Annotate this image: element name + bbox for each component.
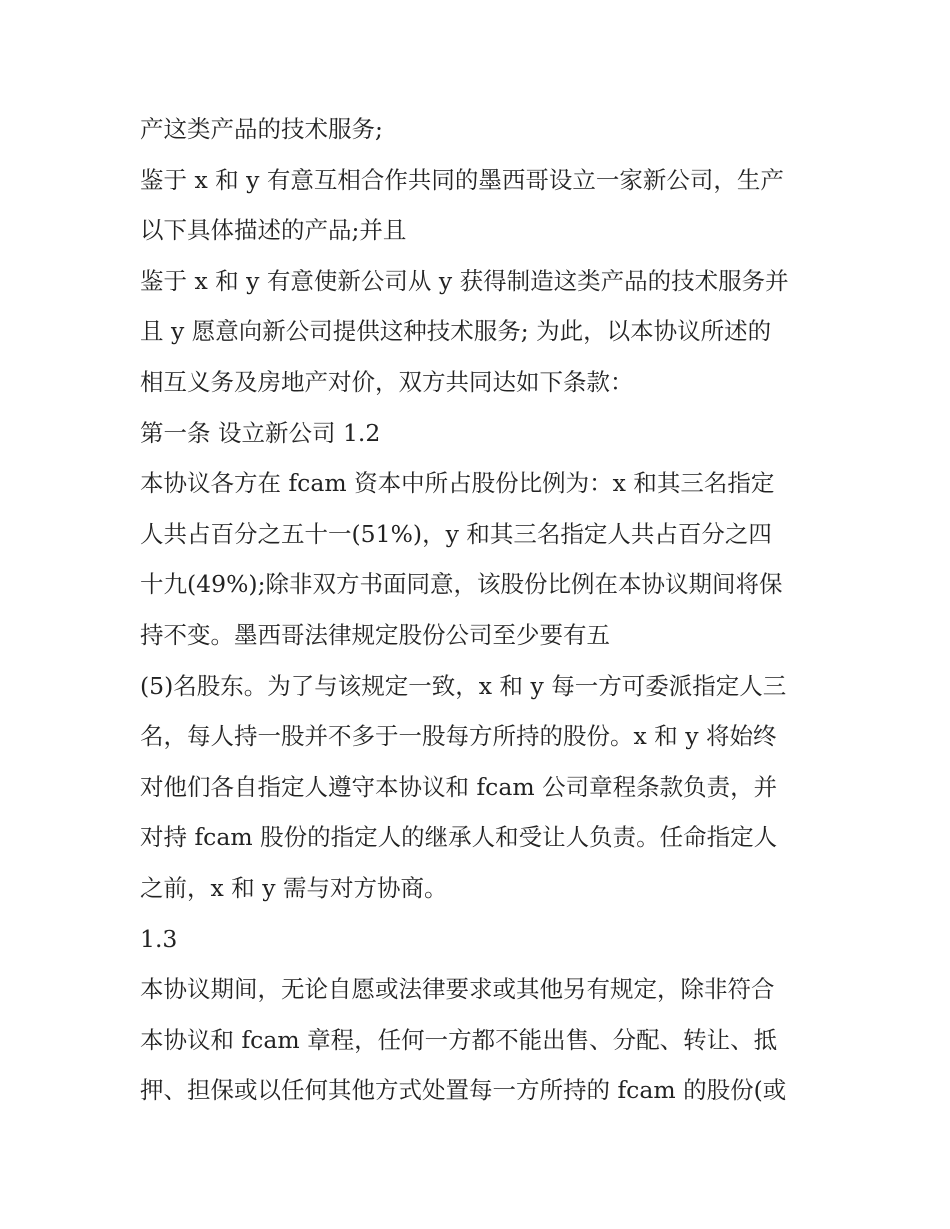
text-line: 对他们各自指定人遵守本协议和 fcam 公司章程条款负责，并 — [140, 772, 778, 801]
section-heading: 第一条 设立新公司 1.2 — [140, 418, 381, 447]
text-line: 鉴于 x 和 y 有意互相合作共同的墨西哥设立一家新公司，生产 — [140, 165, 784, 194]
text-line: 人共占百分之五十一(51%)，y 和其三名指定人共占百分之四 — [140, 519, 772, 548]
text-line: 押、担保或以任何其他方式处置每一方所持的 fcam 的股份(或 — [140, 1076, 787, 1105]
text-line: 对持 fcam 股份的指定人的继承人和受让人负责。任命指定人 — [140, 823, 778, 852]
text-line: 名，每人持一股并不多于一股每方所持的股份。x 和 y 将始终 — [140, 722, 777, 751]
document-body — [140, 104, 820, 1116]
text-line: 鉴于 x 和 y 有意使新公司从 y 获得制造这类产品的技术服务并 — [140, 266, 789, 295]
text-line: 持不变。墨西哥法律规定股份公司至少要有五 — [140, 620, 610, 649]
text-line: 产这类产品的技术服务; — [140, 115, 383, 143]
text-line: 本协议各方在 fcam 资本中所占股份比例为：x 和其三名指定 — [140, 469, 775, 498]
text-line: (5)名股东。为了与该规定一致，x 和 y 每一方可委派指定人三 — [140, 671, 787, 700]
text-line: 以下具体描述的产品;并且 — [140, 216, 407, 245]
text-line: 十九(49%);除非双方书面同意，该股份比例在本协议期间将保 — [140, 570, 783, 599]
clause-number: 1.3 — [140, 924, 178, 953]
text-line: 本协议和 fcam 章程，任何一方都不能出售、分配、转让、抵 — [140, 1025, 778, 1054]
text-line: 相互义务及房地产对价，双方共同达如下条款： — [140, 367, 634, 396]
text-line: 之前，x 和 y 需与对方协商。 — [140, 873, 448, 902]
text-line: 且 y 愿意向新公司提供这种技术服务; 为此，以本协议所述的 — [140, 317, 772, 346]
text-line: 本协议期间，无论自愿或法律要求或其他另有规定，除非符合 — [140, 975, 775, 1004]
